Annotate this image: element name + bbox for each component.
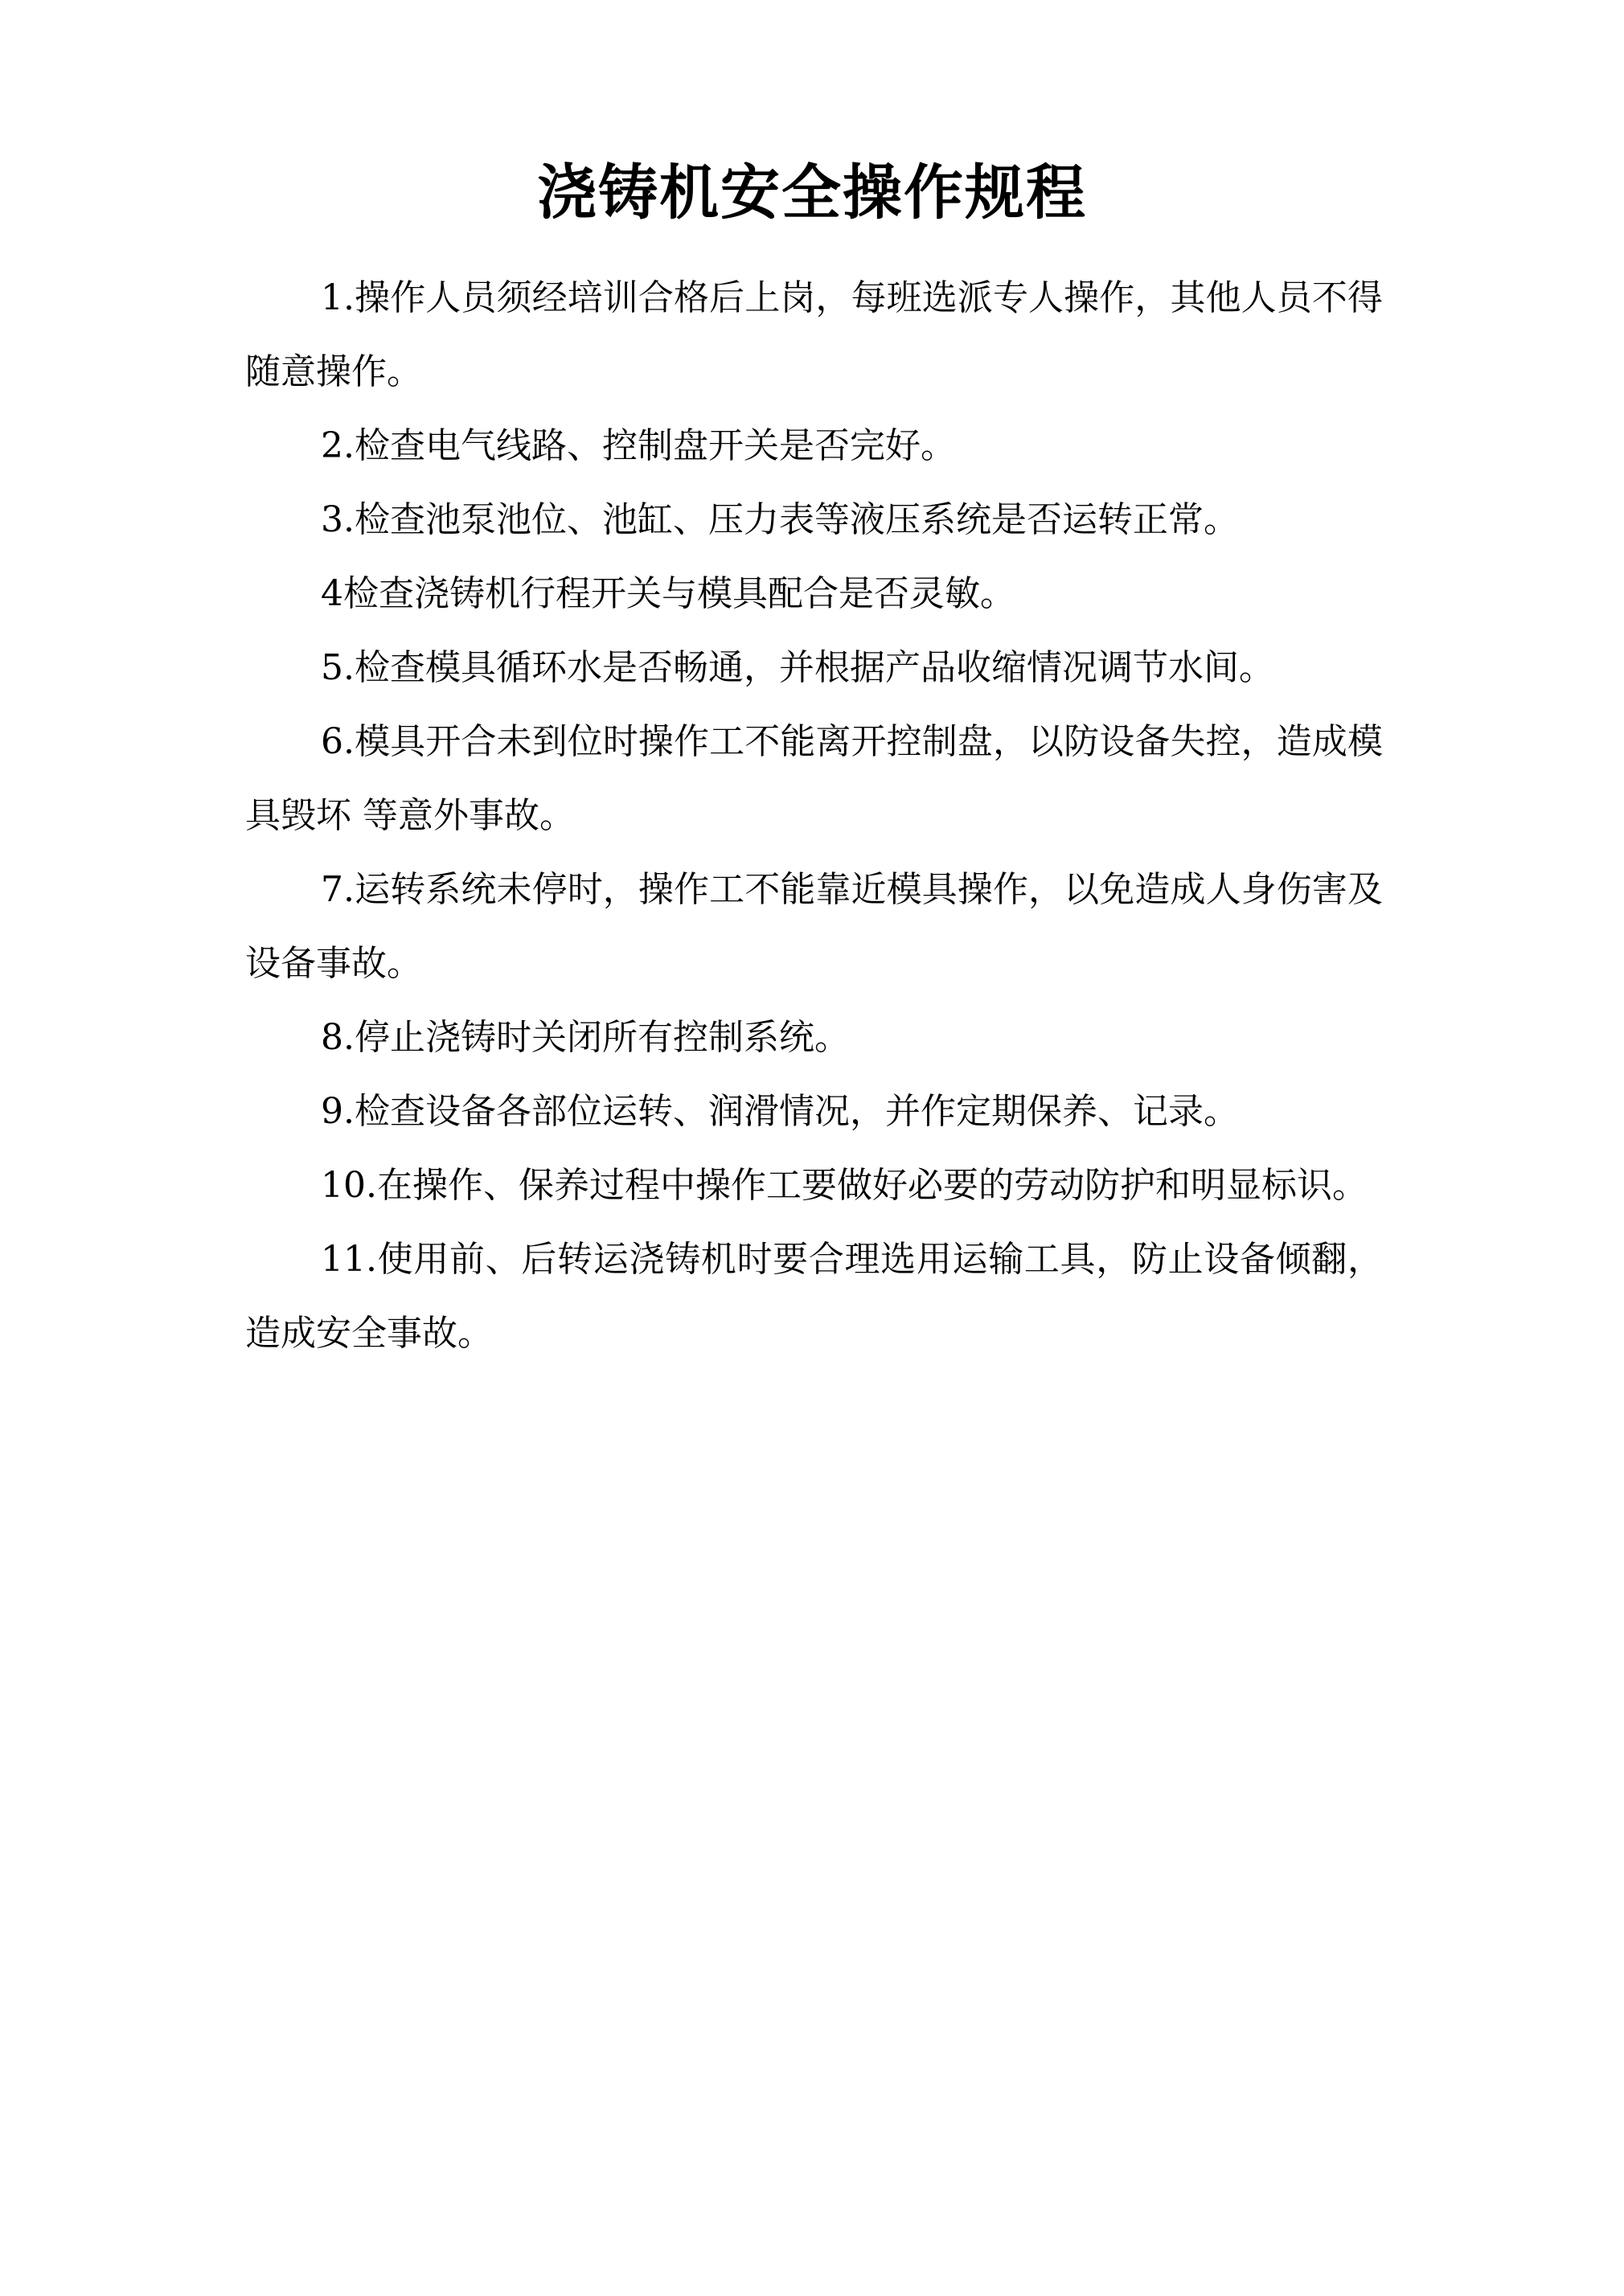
rule-paragraph-1: 1.操作人员须经培训合格后上岗，每班选派专人操作，其他人员不得随意操作。 <box>245 277 1383 392</box>
document-title: 浇铸机安全操作规程 <box>537 158 1087 228</box>
rule-paragraph-5: 5.检查模具循环水是否畅通，并根据产品收缩情况调节水间。 <box>321 647 1274 688</box>
rule-paragraph-6: 6.模具开合未到位时操作工不能离开控制盘，以防设备失控，造成模具毁坏 等意外事故。 <box>245 721 1383 836</box>
rule-paragraph-11: 11.使用前、后转运浇铸机时要合理选用运输工具，防止设备倾翻，造成安全事故。 <box>245 1239 1383 1354</box>
rule-paragraph-8: 8.停止浇铸时关闭所有控制系统。 <box>321 1017 850 1058</box>
rule-paragraph-9: 9.检查设备各部位运转、润滑情况，并作定期保养、记录。 <box>321 1091 1239 1132</box>
rule-paragraph-3: 3.检查池泵池位、池缸、压力表等液压系统是否运转正常。 <box>321 499 1239 540</box>
rule-paragraph-10: 10.在操作、保养过程中操作工要做好必要的劳动防护和明显标识。 <box>321 1165 1368 1206</box>
rule-paragraph-7: 7.运转系统未停时，操作工不能靠近模具操作，以免造成人身伤害及设备事故。 <box>245 869 1383 984</box>
document-body <box>245 261 1383 1371</box>
rule-paragraph-4: 4检查浇铸机行程开关与模具配合是否灵敏。 <box>321 573 1015 614</box>
rule-paragraph-2: 2.检查电气线路、控制盘开关是否完好。 <box>321 425 956 466</box>
